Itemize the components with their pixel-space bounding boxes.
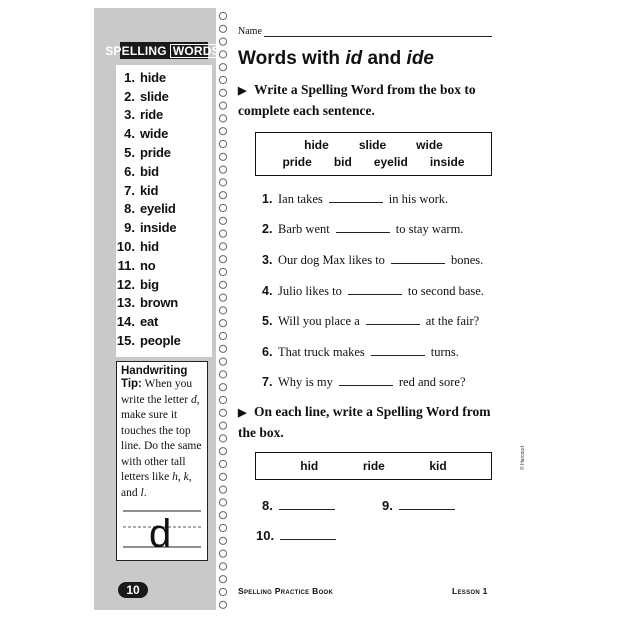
spelling-header-label: SPELLING [105, 43, 167, 58]
binding-hole [219, 102, 226, 109]
word-box-1 [255, 132, 492, 176]
binding-hole [219, 448, 226, 455]
sentence-3: 3. Our dog Max likes to bones. [262, 253, 484, 267]
answer-blank[interactable] [391, 254, 445, 264]
copyright-text: © Harcourt [520, 445, 526, 470]
list-item: 13. brown [116, 295, 178, 311]
box-word: hid [300, 459, 319, 473]
tip-title: Handwriting [121, 365, 188, 377]
answer-line[interactable] [399, 500, 455, 510]
box-word: wide [416, 137, 443, 152]
binding-hole [219, 12, 226, 19]
list-item: 6. bid [124, 163, 159, 179]
binding-hole [219, 166, 226, 173]
binding-hole [219, 435, 226, 442]
box-word: eyelid [373, 154, 408, 169]
handwriting-sample [123, 507, 201, 555]
binding-hole [219, 153, 226, 160]
triangle-bullet-icon: ▶ [238, 85, 247, 97]
binding-hole [219, 243, 226, 250]
binding-hole [219, 409, 226, 416]
answer-10: 10. [256, 528, 336, 543]
list-item: 3. ride [124, 107, 164, 123]
binding-hole [219, 576, 226, 583]
binding-hole [219, 512, 226, 519]
words-header-label: WORDS [170, 44, 223, 58]
binding-hole [219, 601, 226, 608]
binding-hole [219, 294, 226, 301]
footer-lesson: Lesson 1 [452, 586, 488, 596]
instruction-2: ▶ On each line, write a Spelling Word from the box. [238, 404, 491, 440]
binding-hole [219, 230, 226, 237]
binding-hole [219, 499, 226, 506]
binding-hole [219, 89, 226, 96]
name-line[interactable] [264, 36, 492, 37]
answer-line[interactable] [280, 530, 336, 540]
sentence-2: 2. Barb went to stay warm. [262, 222, 464, 236]
list-item: 9. inside [124, 220, 177, 236]
binding-hole [219, 179, 226, 186]
answer-blank[interactable] [366, 315, 420, 325]
binding-hole [219, 115, 226, 122]
binding-hole [219, 345, 226, 352]
binding-hole [219, 204, 226, 211]
list-item: 4. wide [124, 126, 169, 142]
binding-hole [219, 64, 226, 71]
binding-hole [219, 371, 226, 378]
binding-hole [219, 384, 226, 391]
answer-blank[interactable] [371, 346, 425, 356]
answer-line[interactable] [279, 500, 335, 510]
binding-hole [219, 486, 226, 493]
binding-hole [219, 396, 226, 403]
binding-hole [219, 524, 226, 531]
list-item: 1. hide [124, 69, 166, 85]
binding-hole [219, 256, 226, 263]
list-item: 10. hid [116, 239, 159, 255]
list-item: 14. eat [116, 314, 159, 330]
spelling-word-list [116, 65, 212, 357]
answer-blank[interactable] [329, 193, 383, 203]
list-item: 2. slide [124, 88, 169, 104]
box-word: ride [362, 459, 385, 473]
binding-hole [219, 38, 226, 45]
sentence-7: 7. Why is my red and sore? [262, 375, 466, 389]
answer-8: 8. [262, 498, 335, 513]
list-item: 8. eyelid [124, 201, 176, 217]
sentence-5: 5. Will you place a at the fair? [262, 314, 480, 328]
binding-hole [219, 588, 226, 595]
binding-hole [219, 281, 226, 288]
list-item: 5. pride [124, 145, 171, 161]
list-item: 15. people [116, 333, 181, 349]
page-title: Words with id and ide [238, 48, 434, 69]
list-item: 11. no [117, 257, 156, 273]
answer-blank[interactable] [339, 376, 393, 386]
handwriting-tip-box [116, 361, 208, 561]
word-box-2 [255, 452, 492, 480]
spelling-words-header [105, 42, 220, 59]
binding-holes [216, 8, 230, 610]
answer-9: 9. [382, 498, 455, 513]
sentence-1: 1. Ian takes in his work. [262, 192, 449, 206]
box-word: slide [358, 137, 387, 152]
binding-hole [219, 268, 226, 275]
binding-hole [219, 25, 226, 32]
binding-hole [219, 320, 226, 327]
binding-hole [219, 76, 226, 83]
tip-text: Tip: When you write the letter d, make sure it touches the top line. Do the same with other tall letters like h, k, and l. [121, 378, 202, 499]
box-word: inside [429, 154, 465, 169]
binding-hole [219, 217, 226, 224]
box-word: kid [429, 459, 447, 473]
binding-hole [219, 332, 226, 339]
binding-hole [219, 563, 226, 570]
answer-blank[interactable] [336, 223, 390, 233]
binding-hole [219, 422, 226, 429]
name-label: Name [238, 26, 262, 37]
answer-blank[interactable] [348, 285, 402, 295]
binding-hole [219, 51, 226, 58]
binding-hole [219, 537, 226, 544]
binding-hole [219, 128, 226, 135]
sentence-6: 6. That truck makes turns. [262, 345, 459, 359]
box-word: hide [304, 137, 329, 152]
box-word: pride [282, 154, 312, 169]
page-number: 10 [118, 582, 148, 598]
list-item: 12. big [116, 276, 159, 292]
instruction-1: ▶ Write a Spelling Word from the box to complete each sentence. [238, 82, 476, 118]
binding-hole [219, 358, 226, 365]
footer-book-title: Spelling Practice Book [238, 586, 334, 596]
binding-hole [219, 140, 226, 147]
binding-hole [219, 192, 226, 199]
sentence-4: 4. Julio likes to to second base. [262, 284, 484, 298]
binding-hole [219, 307, 226, 314]
list-item: 7. kid [124, 182, 159, 198]
binding-hole [219, 473, 226, 480]
binding-hole [219, 460, 226, 467]
sample-letter: d [149, 512, 172, 555]
triangle-bullet-icon: ▶ [238, 407, 247, 419]
binding-hole [219, 550, 226, 557]
box-word: bid [333, 154, 352, 169]
